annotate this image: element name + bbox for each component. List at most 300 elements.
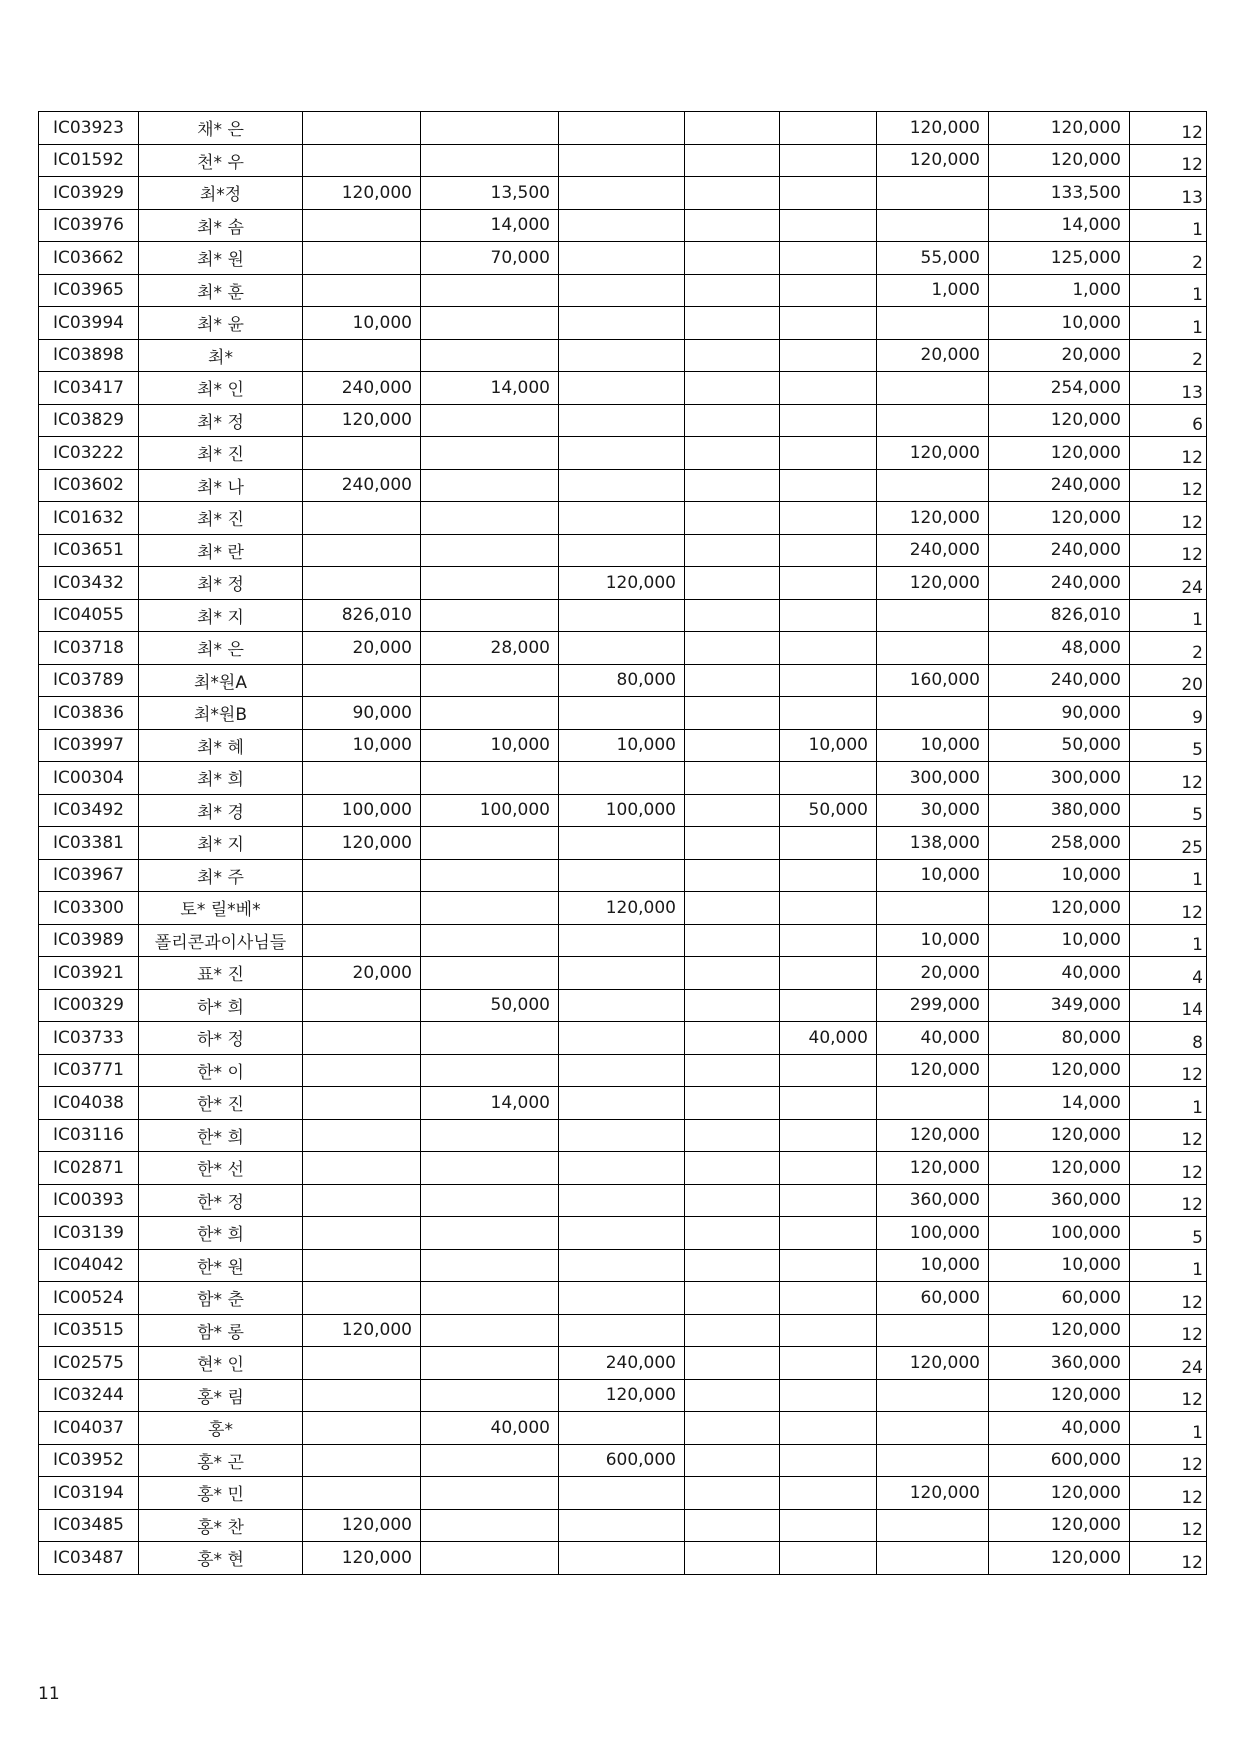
table-row: [39, 534, 1207, 567]
amount-cell-3: 600,000: [559, 1444, 685, 1477]
amount-cell-4: [685, 437, 780, 470]
amount-cell-4: [685, 599, 780, 632]
amount-cell-6: 120,000: [877, 567, 989, 600]
donor-name-cell: 최* 훈: [139, 274, 303, 307]
amount-cell-3: [559, 859, 685, 892]
donor-name-cell: 최* 지: [139, 599, 303, 632]
amount-cell-1: 20,000: [303, 632, 421, 665]
amount-cell-3: [559, 502, 685, 535]
amount-cell-5: [780, 1477, 877, 1510]
amount-cell-1: 10,000: [303, 307, 421, 340]
count-cell: 1: [1130, 1249, 1207, 1282]
amount-cell-6: 60,000: [877, 1282, 989, 1315]
amount-cell-1: [303, 1087, 421, 1120]
amount-cell-1: [303, 989, 421, 1022]
donor-name-cell: 현* 인: [139, 1347, 303, 1380]
amount-cell-2: 50,000: [421, 989, 559, 1022]
amount-cell-2: [421, 1379, 559, 1412]
count-cell: 6: [1130, 404, 1207, 437]
amount-cell-4: [685, 469, 780, 502]
table-row: [39, 404, 1207, 437]
amount-cell-3: 10,000: [559, 729, 685, 762]
amount-cell-1: [303, 534, 421, 567]
amount-cell-6: 138,000: [877, 827, 989, 860]
total-cell: 10,000: [989, 1249, 1130, 1282]
donor-id-cell: IC03771: [39, 1054, 139, 1087]
amount-cell-4: [685, 339, 780, 372]
count-cell: 12: [1130, 502, 1207, 535]
donor-name-cell: 홍* 현: [139, 1542, 303, 1575]
table-row: [39, 892, 1207, 925]
table-row: [39, 1249, 1207, 1282]
amount-cell-6: 240,000: [877, 534, 989, 567]
donor-id-cell: IC03381: [39, 827, 139, 860]
table-row: [39, 1444, 1207, 1477]
amount-cell-3: [559, 1054, 685, 1087]
amount-cell-4: [685, 1509, 780, 1542]
total-cell: 60,000: [989, 1282, 1130, 1315]
count-cell: 25: [1130, 827, 1207, 860]
donor-name-cell: 홍* 림: [139, 1379, 303, 1412]
table-row: [39, 1087, 1207, 1120]
donor-id-cell: IC03194: [39, 1477, 139, 1510]
table-row: [39, 567, 1207, 600]
amount-cell-1: [303, 1022, 421, 1055]
amount-cell-3: [559, 1184, 685, 1217]
amount-cell-1: 100,000: [303, 794, 421, 827]
amount-cell-5: [780, 242, 877, 275]
amount-cell-5: [780, 762, 877, 795]
count-cell: 12: [1130, 892, 1207, 925]
amount-cell-4: [685, 1087, 780, 1120]
amount-cell-2: [421, 1249, 559, 1282]
total-cell: 14,000: [989, 209, 1130, 242]
total-cell: 20,000: [989, 339, 1130, 372]
donor-name-cell: 최* 솜: [139, 209, 303, 242]
amount-cell-3: [559, 1314, 685, 1347]
amount-cell-2: [421, 404, 559, 437]
table-row: [39, 1379, 1207, 1412]
amount-cell-3: 80,000: [559, 664, 685, 697]
amount-cell-3: [559, 697, 685, 730]
total-cell: 48,000: [989, 632, 1130, 665]
amount-cell-5: [780, 599, 877, 632]
table-row: [39, 1119, 1207, 1152]
total-cell: 100,000: [989, 1217, 1130, 1250]
donor-name-cell: 최* 정: [139, 567, 303, 600]
total-cell: 240,000: [989, 469, 1130, 502]
total-cell: 360,000: [989, 1347, 1130, 1380]
table-row: [39, 1477, 1207, 1510]
donor-id-cell: IC00304: [39, 762, 139, 795]
amount-cell-5: [780, 1542, 877, 1575]
donor-id-cell: IC03651: [39, 534, 139, 567]
donor-name-cell: 홍* 곤: [139, 1444, 303, 1477]
amount-cell-6: [877, 372, 989, 405]
amount-cell-4: [685, 502, 780, 535]
amount-cell-5: [780, 1152, 877, 1185]
amount-cell-4: [685, 729, 780, 762]
amount-cell-6: 120,000: [877, 1119, 989, 1152]
amount-cell-5: [780, 1217, 877, 1250]
amount-cell-6: 40,000: [877, 1022, 989, 1055]
count-cell: 12: [1130, 762, 1207, 795]
amount-cell-4: [685, 924, 780, 957]
amount-cell-3: [559, 112, 685, 145]
amount-cell-4: [685, 1444, 780, 1477]
donor-id-cell: IC03662: [39, 242, 139, 275]
count-cell: 12: [1130, 1477, 1207, 1510]
donor-name-cell: 한* 원: [139, 1249, 303, 1282]
amount-cell-3: [559, 599, 685, 632]
amount-cell-5: [780, 664, 877, 697]
amount-cell-6: 120,000: [877, 112, 989, 145]
amount-cell-4: [685, 274, 780, 307]
donor-id-cell: IC00524: [39, 1282, 139, 1315]
table-row: [39, 209, 1207, 242]
amount-cell-6: 120,000: [877, 1152, 989, 1185]
total-cell: 50,000: [989, 729, 1130, 762]
donor-name-cell: 한* 진: [139, 1087, 303, 1120]
count-cell: 12: [1130, 1054, 1207, 1087]
table-row: [39, 1054, 1207, 1087]
amount-cell-2: 40,000: [421, 1412, 559, 1445]
count-cell: 1: [1130, 274, 1207, 307]
donor-id-cell: IC01592: [39, 144, 139, 177]
amount-cell-1: [303, 209, 421, 242]
amount-cell-5: [780, 177, 877, 210]
table-row: [39, 1542, 1207, 1575]
table-row: [39, 827, 1207, 860]
amount-cell-4: [685, 1249, 780, 1282]
amount-cell-5: [780, 697, 877, 730]
total-cell: 120,000: [989, 892, 1130, 925]
amount-cell-5: [780, 307, 877, 340]
count-cell: 12: [1130, 1314, 1207, 1347]
amount-cell-4: [685, 1217, 780, 1250]
amount-cell-3: [559, 1087, 685, 1120]
donor-name-cell: 최*: [139, 339, 303, 372]
table-row: [39, 177, 1207, 210]
amount-cell-2: [421, 957, 559, 990]
amount-cell-5: [780, 892, 877, 925]
amount-cell-1: [303, 567, 421, 600]
amount-cell-1: [303, 1249, 421, 1282]
amount-cell-5: [780, 209, 877, 242]
amount-cell-5: [780, 339, 877, 372]
table-row: [39, 762, 1207, 795]
total-cell: 1,000: [989, 274, 1130, 307]
amount-cell-3: 100,000: [559, 794, 685, 827]
amount-cell-2: [421, 534, 559, 567]
amount-cell-3: [559, 144, 685, 177]
amount-cell-1: 120,000: [303, 827, 421, 860]
total-cell: 10,000: [989, 307, 1130, 340]
amount-cell-4: [685, 1379, 780, 1412]
amount-cell-1: 826,010: [303, 599, 421, 632]
amount-cell-3: [559, 1119, 685, 1152]
amount-cell-6: 10,000: [877, 1249, 989, 1282]
amount-cell-1: [303, 1119, 421, 1152]
amount-cell-2: [421, 1314, 559, 1347]
table-row: [39, 307, 1207, 340]
donor-name-cell: 최* 정: [139, 404, 303, 437]
amount-cell-6: 300,000: [877, 762, 989, 795]
amount-cell-5: [780, 144, 877, 177]
amount-cell-1: [303, 664, 421, 697]
amount-cell-2: [421, 1152, 559, 1185]
amount-cell-6: 120,000: [877, 144, 989, 177]
amount-cell-5: [780, 924, 877, 957]
donor-name-cell: 최* 혜: [139, 729, 303, 762]
amount-cell-6: 10,000: [877, 924, 989, 957]
amount-cell-3: [559, 242, 685, 275]
total-cell: 120,000: [989, 1542, 1130, 1575]
amount-cell-1: [303, 1184, 421, 1217]
donor-id-cell: IC03923: [39, 112, 139, 145]
table-row: [39, 989, 1207, 1022]
amount-cell-3: [559, 1477, 685, 1510]
count-cell: 12: [1130, 1184, 1207, 1217]
donor-name-cell: 표* 진: [139, 957, 303, 990]
amount-cell-4: [685, 1477, 780, 1510]
donor-id-cell: IC03515: [39, 1314, 139, 1347]
total-cell: 40,000: [989, 1412, 1130, 1445]
donor-id-cell: IC02575: [39, 1347, 139, 1380]
table-row: [39, 112, 1207, 145]
count-cell: 13: [1130, 372, 1207, 405]
total-cell: 120,000: [989, 112, 1130, 145]
amount-cell-2: [421, 1509, 559, 1542]
amount-cell-5: [780, 469, 877, 502]
table-row: [39, 1022, 1207, 1055]
donor-name-cell: 최*정: [139, 177, 303, 210]
donor-name-cell: 최*원A: [139, 664, 303, 697]
count-cell: 12: [1130, 112, 1207, 145]
total-cell: 125,000: [989, 242, 1130, 275]
amount-cell-6: [877, 469, 989, 502]
amount-cell-5: [780, 567, 877, 600]
amount-cell-5: [780, 404, 877, 437]
donor-id-cell: IC03718: [39, 632, 139, 665]
amount-cell-6: [877, 404, 989, 437]
amount-cell-2: 70,000: [421, 242, 559, 275]
donor-id-cell: IC03487: [39, 1542, 139, 1575]
amount-cell-4: [685, 567, 780, 600]
amount-cell-5: [780, 859, 877, 892]
donor-name-cell: 최* 경: [139, 794, 303, 827]
amount-cell-6: [877, 599, 989, 632]
count-cell: 24: [1130, 1347, 1207, 1380]
table-row: [39, 242, 1207, 275]
donor-id-cell: IC03929: [39, 177, 139, 210]
donor-name-cell: 함* 롱: [139, 1314, 303, 1347]
amount-cell-4: [685, 112, 780, 145]
amount-cell-1: 240,000: [303, 469, 421, 502]
amount-cell-2: [421, 827, 559, 860]
donor-id-cell: IC03789: [39, 664, 139, 697]
amount-cell-3: [559, 924, 685, 957]
donor-name-cell: 최* 진: [139, 437, 303, 470]
amount-cell-4: [685, 1022, 780, 1055]
amount-cell-6: 1,000: [877, 274, 989, 307]
donor-id-cell: IC03300: [39, 892, 139, 925]
total-cell: 240,000: [989, 664, 1130, 697]
amount-cell-1: [303, 1152, 421, 1185]
total-cell: 120,000: [989, 1152, 1130, 1185]
amount-cell-4: [685, 664, 780, 697]
count-cell: 2: [1130, 242, 1207, 275]
table-body: [39, 112, 1207, 1575]
amount-cell-4: [685, 827, 780, 860]
amount-cell-5: 50,000: [780, 794, 877, 827]
amount-cell-1: 90,000: [303, 697, 421, 730]
amount-cell-5: [780, 1314, 877, 1347]
count-cell: 12: [1130, 437, 1207, 470]
amount-cell-6: 55,000: [877, 242, 989, 275]
amount-cell-3: 240,000: [559, 1347, 685, 1380]
amount-cell-1: [303, 274, 421, 307]
donor-id-cell: IC03139: [39, 1217, 139, 1250]
amount-cell-6: [877, 892, 989, 925]
amount-cell-4: [685, 1412, 780, 1445]
amount-cell-3: [559, 1509, 685, 1542]
total-cell: 826,010: [989, 599, 1130, 632]
amount-cell-4: [685, 1542, 780, 1575]
amount-cell-6: [877, 1412, 989, 1445]
amount-cell-6: [877, 1087, 989, 1120]
amount-cell-3: 120,000: [559, 567, 685, 600]
table-row: [39, 1347, 1207, 1380]
total-cell: 80,000: [989, 1022, 1130, 1055]
table-row: [39, 664, 1207, 697]
amount-cell-4: [685, 859, 780, 892]
amount-cell-3: [559, 339, 685, 372]
amount-cell-3: [559, 437, 685, 470]
amount-cell-4: [685, 697, 780, 730]
amount-cell-4: [685, 404, 780, 437]
amount-cell-4: [685, 762, 780, 795]
amount-cell-1: 20,000: [303, 957, 421, 990]
amount-cell-5: [780, 1444, 877, 1477]
amount-cell-5: [780, 1509, 877, 1542]
total-cell: 120,000: [989, 437, 1130, 470]
count-cell: 5: [1130, 729, 1207, 762]
donor-name-cell: 홍* 민: [139, 1477, 303, 1510]
amount-cell-4: [685, 144, 780, 177]
amount-cell-2: 14,000: [421, 372, 559, 405]
count-cell: 2: [1130, 632, 1207, 665]
amount-cell-1: 10,000: [303, 729, 421, 762]
amount-cell-6: [877, 697, 989, 730]
amount-cell-5: [780, 1282, 877, 1315]
donor-name-cell: 한* 이: [139, 1054, 303, 1087]
donor-name-cell: 최*원B: [139, 697, 303, 730]
table-row: [39, 1412, 1207, 1445]
donor-name-cell: 최* 은: [139, 632, 303, 665]
amount-cell-5: [780, 1087, 877, 1120]
amount-cell-3: [559, 1152, 685, 1185]
amount-cell-4: [685, 209, 780, 242]
table-row: [39, 1509, 1207, 1542]
table-row: [39, 437, 1207, 470]
amount-cell-1: [303, 1347, 421, 1380]
total-cell: 380,000: [989, 794, 1130, 827]
amount-cell-4: [685, 1347, 780, 1380]
amount-cell-3: [559, 534, 685, 567]
donor-id-cell: IC03222: [39, 437, 139, 470]
amount-cell-4: [685, 307, 780, 340]
amount-cell-3: [559, 404, 685, 437]
amount-cell-4: [685, 957, 780, 990]
amount-cell-4: [685, 1152, 780, 1185]
total-cell: 10,000: [989, 924, 1130, 957]
amount-cell-3: [559, 989, 685, 1022]
count-cell: 1: [1130, 1412, 1207, 1445]
amount-cell-2: [421, 1477, 559, 1510]
amount-cell-5: [780, 534, 877, 567]
amount-cell-2: [421, 469, 559, 502]
donor-id-cell: IC03417: [39, 372, 139, 405]
total-cell: 14,000: [989, 1087, 1130, 1120]
amount-cell-3: [559, 1542, 685, 1575]
count-cell: 12: [1130, 1152, 1207, 1185]
amount-cell-2: [421, 1022, 559, 1055]
table-row: [39, 1184, 1207, 1217]
table-row: [39, 339, 1207, 372]
amount-cell-3: 120,000: [559, 1379, 685, 1412]
table-row: [39, 599, 1207, 632]
donor-id-cell: IC03116: [39, 1119, 139, 1152]
total-cell: 10,000: [989, 859, 1130, 892]
table-row: [39, 469, 1207, 502]
amount-cell-3: [559, 1217, 685, 1250]
amount-cell-5: [780, 1054, 877, 1087]
amount-cell-6: 299,000: [877, 989, 989, 1022]
total-cell: 120,000: [989, 502, 1130, 535]
donor-id-cell: IC03989: [39, 924, 139, 957]
donor-id-cell: IC01632: [39, 502, 139, 535]
amount-cell-6: [877, 632, 989, 665]
amount-cell-2: 13,500: [421, 177, 559, 210]
total-cell: 90,000: [989, 697, 1130, 730]
count-cell: 20: [1130, 664, 1207, 697]
amount-cell-4: [685, 177, 780, 210]
table-row: [39, 274, 1207, 307]
amount-cell-1: [303, 1477, 421, 1510]
table-row: [39, 794, 1207, 827]
amount-cell-2: [421, 859, 559, 892]
amount-cell-4: [685, 1054, 780, 1087]
count-cell: 1: [1130, 599, 1207, 632]
amount-cell-5: 10,000: [780, 729, 877, 762]
total-cell: 600,000: [989, 1444, 1130, 1477]
amount-cell-2: 28,000: [421, 632, 559, 665]
count-cell: 12: [1130, 1119, 1207, 1152]
amount-cell-2: [421, 502, 559, 535]
table-row: [39, 632, 1207, 665]
amount-cell-4: [685, 1314, 780, 1347]
amount-cell-2: [421, 1054, 559, 1087]
table-row: [39, 729, 1207, 762]
amount-cell-5: [780, 502, 877, 535]
amount-cell-1: [303, 1379, 421, 1412]
amount-cell-1: [303, 892, 421, 925]
amount-cell-4: [685, 534, 780, 567]
amount-cell-4: [685, 372, 780, 405]
amount-cell-1: [303, 1054, 421, 1087]
donor-name-cell: 함* 춘: [139, 1282, 303, 1315]
